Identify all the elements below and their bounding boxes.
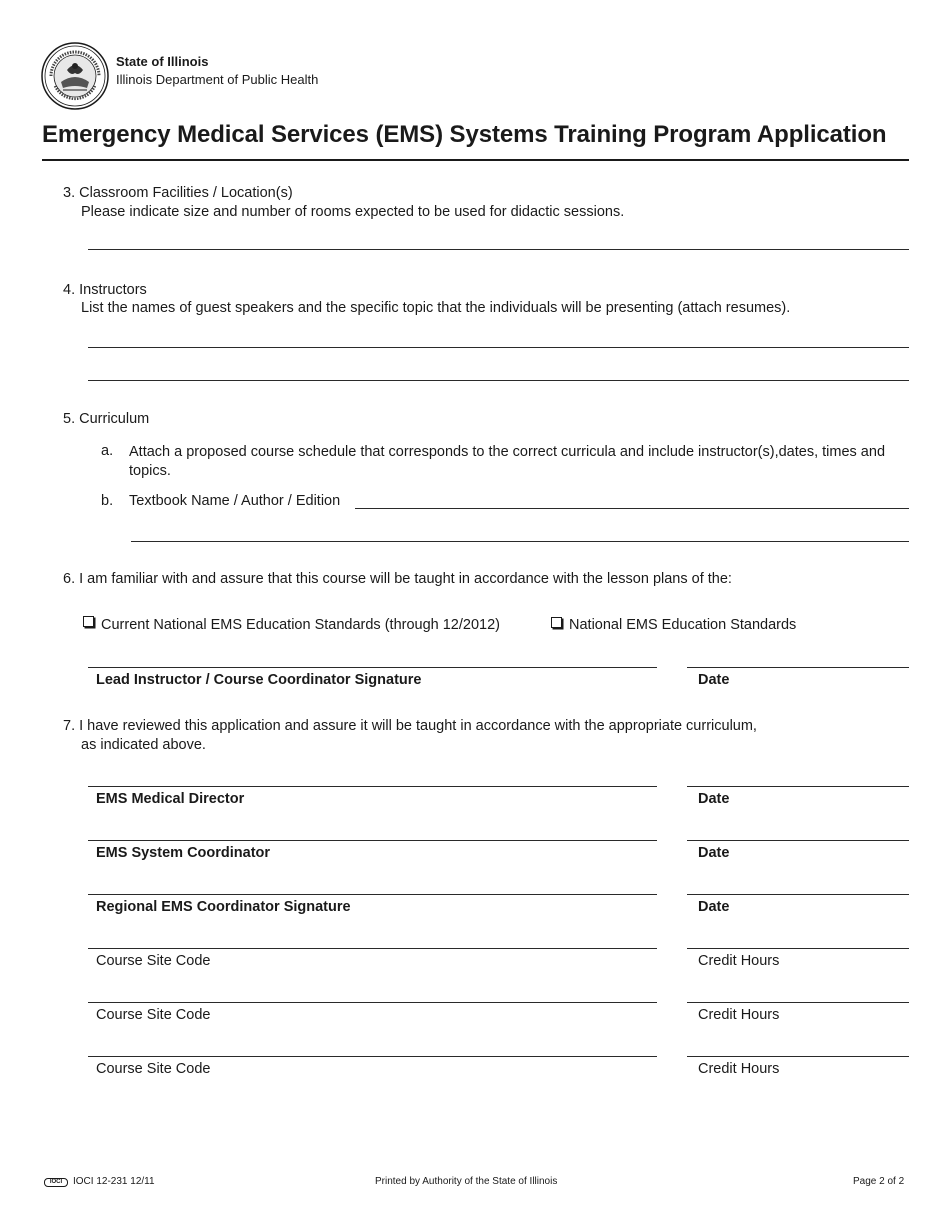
item-a-marker: a. bbox=[101, 443, 114, 459]
illinois-state-seal-icon bbox=[41, 42, 109, 110]
national-standards-label: National EMS Education Standards bbox=[569, 617, 797, 633]
system-coordinator-label: EMS System Coordinator bbox=[96, 845, 271, 861]
ioci-logo-icon: IOCI bbox=[44, 1178, 68, 1187]
medical-director-date-label: Date bbox=[698, 791, 730, 807]
credit-hours-label-3: Credit Hours bbox=[698, 1061, 780, 1077]
credit-hours-field-1[interactable] bbox=[687, 948, 909, 949]
section-7-statement-line2: as indicated above. bbox=[81, 737, 206, 753]
national-standards-checkbox[interactable] bbox=[551, 617, 562, 628]
classroom-facilities-field[interactable] bbox=[88, 249, 909, 250]
credit-hours-field-3[interactable] bbox=[687, 1056, 909, 1057]
item-b-label: Textbook Name / Author / Edition bbox=[129, 493, 341, 509]
document-title: Emergency Medical Services (EMS) Systems Training Program Application bbox=[42, 121, 887, 148]
course-site-code-field-1[interactable] bbox=[88, 948, 657, 949]
medical-director-date-field[interactable] bbox=[687, 786, 909, 787]
current-standards-label: Current National EMS Education Standards (through 12/2012) bbox=[101, 617, 500, 633]
state-name: State of Illinois bbox=[116, 54, 209, 69]
lead-instructor-signature-field[interactable] bbox=[88, 667, 657, 668]
current-standards-checkbox[interactable] bbox=[83, 616, 94, 627]
system-coordinator-signature-field[interactable] bbox=[88, 840, 657, 841]
course-site-code-field-3[interactable] bbox=[88, 1056, 657, 1057]
instructors-field-1[interactable] bbox=[88, 347, 909, 348]
course-site-code-label-1: Course Site Code bbox=[96, 953, 211, 969]
credit-hours-label-2: Credit Hours bbox=[698, 1007, 780, 1023]
section-5-heading: 5. Curriculum bbox=[63, 411, 150, 427]
section-3-instruction: Please indicate size and number of rooms expected to be used for didactic sessions. bbox=[81, 204, 625, 220]
lead-instructor-date-field[interactable] bbox=[687, 667, 909, 668]
page-number: Page 2 of 2 bbox=[853, 1176, 905, 1187]
printed-by-authority: Printed by Authority of the State of Illinois bbox=[375, 1176, 558, 1187]
department-name: Illinois Department of Public Health bbox=[116, 72, 319, 87]
item-b-marker: b. bbox=[101, 493, 114, 509]
instructors-field-2[interactable] bbox=[88, 380, 909, 381]
section-7-statement-line1: 7. I have reviewed this application and assure it will be taught in accordance with the appropriate curriculum, bbox=[63, 718, 757, 734]
item-a-text: Attach a proposed course schedule that corresponds to the correct curricula and include instructor(s),dates, times and topics. bbox=[129, 444, 886, 479]
lead-instructor-signature-label: Lead Instructor / Course Coordinator Signature bbox=[96, 672, 422, 688]
regional-coordinator-date-field[interactable] bbox=[687, 894, 909, 895]
regional-coordinator-date-label: Date bbox=[698, 899, 730, 915]
section-3-heading: 3. Classroom Facilities / Location(s) bbox=[63, 185, 293, 201]
course-site-code-label-3: Course Site Code bbox=[96, 1061, 211, 1077]
section-4-instruction: List the names of guest speakers and the specific topic that the individuals will be presenting (attach resumes). bbox=[81, 300, 791, 316]
system-coordinator-date-label: Date bbox=[698, 845, 730, 861]
system-coordinator-date-field[interactable] bbox=[687, 840, 909, 841]
medical-director-label: EMS Medical Director bbox=[96, 791, 245, 807]
credit-hours-field-2[interactable] bbox=[687, 1002, 909, 1003]
section-4-heading: 4. Instructors bbox=[63, 282, 147, 298]
title-rule bbox=[42, 159, 909, 161]
form-number: IOCI 12-231 12/11 bbox=[73, 1176, 155, 1187]
textbook-field-2[interactable] bbox=[131, 541, 909, 542]
regional-coordinator-signature-field[interactable] bbox=[88, 894, 657, 895]
course-site-code-field-2[interactable] bbox=[88, 1002, 657, 1003]
textbook-field-1[interactable] bbox=[355, 508, 909, 509]
course-site-code-label-2: Course Site Code bbox=[96, 1007, 211, 1023]
credit-hours-label-1: Credit Hours bbox=[698, 953, 780, 969]
medical-director-signature-field[interactable] bbox=[88, 786, 657, 787]
lead-instructor-date-label: Date bbox=[698, 672, 730, 688]
section-6-statement: 6. I am familiar with and assure that this course will be taught in accordance with the lesson plans of the: bbox=[63, 571, 732, 587]
regional-coordinator-label: Regional EMS Coordinator Signature bbox=[96, 899, 351, 915]
